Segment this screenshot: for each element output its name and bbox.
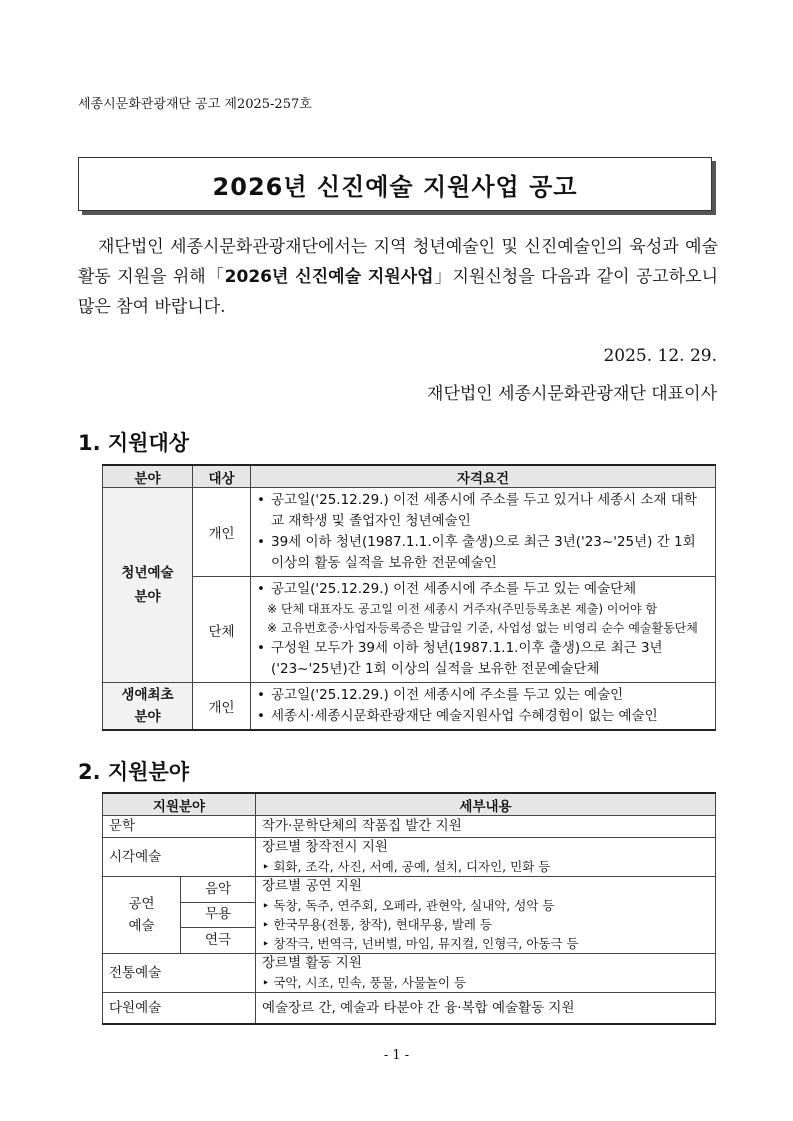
page-title: 2026년 신진예술 지원사업 공고 [78, 157, 712, 211]
target-cell: 개인 [193, 488, 251, 577]
notice-date: 2025. 12. 29. [603, 346, 717, 366]
support-fields-table [102, 792, 716, 1025]
section2-heading: 2. 지원분야 [78, 760, 190, 784]
col-header: 세부내용 [256, 793, 716, 816]
table-row [103, 838, 716, 877]
subfield-cell: 무용 [181, 902, 256, 928]
detail-cell [256, 954, 716, 993]
detail-sub: ‣ 국악, 시조, 민속, 풍물, 사물놀이 등 [262, 973, 709, 992]
detail-sub: ‣ 독창, 독주, 연주회, 오페라, 관현악, 실내악, 성악 등 [262, 896, 709, 915]
intro-text-after: 」지원신청을 다음과 같이 공고하오니 많은 참여 바랍니다. [78, 267, 718, 317]
requirements-cell [251, 577, 716, 683]
field-cell: 다원예술 [103, 993, 256, 1025]
performing-field-cell: 공연 예술 [103, 877, 181, 954]
target-cell: 개인 [193, 683, 251, 731]
detail-title: 장르별 창작전시 지원 [262, 839, 388, 855]
list-item: • 공고일('25.12.29.) 이전 세종시에 주소를 두고 있는 예술단체 [257, 579, 709, 600]
intro-text-before: 재단법인 세종시문화관광재단에서는 지역 청년예술인 및 신진예술인의 육성과 예술활동 지원을 위해「 [78, 237, 718, 287]
col-header: 지원분야 [103, 793, 256, 816]
first-time-field-cell: 생애최초 분야 [103, 683, 193, 731]
table-row [103, 488, 716, 577]
detail-sub: ‣ 회화, 조각, 사진, 서예, 공예, 설치, 디자인, 민화 등 [262, 857, 709, 876]
col-header: 분야 [103, 465, 193, 488]
page-number: - 1 - [383, 1048, 410, 1063]
section1-heading: 1. 지원대상 [78, 431, 190, 455]
table-header-row [103, 793, 716, 816]
table-header-row [103, 465, 716, 488]
youth-field-cell: 청년예술 분야 [103, 488, 193, 683]
col-header: 대상 [193, 465, 251, 488]
requirements-cell [251, 683, 716, 731]
detail-cell [256, 838, 716, 877]
list-item: • 39세 이하 청년(1987.1.1.이후 출생)으로 최근 3년('23~'25년) 간 1회 이상의 활동 실적을 보유한 전문예술인 [257, 532, 709, 574]
detail-title: 장르별 공연 지원 [262, 878, 362, 894]
subfield-cell: 연극 [181, 928, 256, 954]
detail-cell: 작가·문학단체의 작품집 발간 지원 [256, 816, 716, 838]
notice-number: 세종시문화관광재단 공고 제2025-257호 [78, 97, 312, 112]
col-header: 자격요건 [251, 465, 716, 488]
eligibility-table [102, 464, 716, 731]
list-item: • 공고일('25.12.29.) 이전 세종시에 주소를 두고 있거나 세종시 소재 대학교 재학생 및 졸업자인 청년예술인 [257, 490, 709, 532]
note-item: ※ 고유번호증·사업자등록증은 발급일 기준, 사업성 없는 비영리 순수 예술활동단체 [257, 619, 709, 638]
subfield-cell: 음악 [181, 877, 256, 903]
issuer: 재단법인 세종시문화관광재단 대표이사 [427, 384, 717, 404]
detail-title: 장르별 활동 지원 [262, 955, 362, 971]
table-row [103, 993, 716, 1025]
table-row [103, 577, 716, 683]
list-item: • 공고일('25.12.29.) 이전 세종시에 주소를 두고 있는 예술인 [257, 685, 709, 706]
list-item: • 구성원 모두가 39세 이하 청년(1987.1.1.이후 출생)으로 최근 3년('23~'25년)간 1회 이상의 실적을 보유한 전문예술단체 [257, 638, 709, 680]
table-row [103, 683, 716, 731]
detail-sub: ‣ 창작극, 번역극, 넌버벌, 마임, 뮤지컬, 인형극, 아동극 등 [262, 934, 709, 953]
table-row [103, 816, 716, 838]
intro-paragraph [78, 232, 718, 322]
field-cell: 문학 [103, 816, 256, 838]
field-cell: 전통예술 [103, 954, 256, 993]
requirements-cell [251, 488, 716, 577]
field-cell: 시각예술 [103, 838, 256, 877]
table-row [103, 954, 716, 993]
detail-sub: ‣ 한국무용(전통, 창작), 현대무용, 발레 등 [262, 915, 709, 934]
detail-cell [256, 877, 716, 954]
table-row [103, 877, 716, 903]
intro-highlight: 2026년 신진예술 지원사업 [224, 267, 434, 287]
target-cell: 단체 [193, 577, 251, 683]
note-item: ※ 단체 대표자도 공고일 이전 세종시 거주자(주민등록초본 제출) 이어야 함 [257, 600, 709, 619]
detail-cell: 예술장르 간, 예술과 타분야 간 융·복합 예술활동 지원 [256, 993, 716, 1025]
list-item: • 세종시·세종시문화관광재단 예술지원사업 수혜경험이 없는 예술인 [257, 706, 709, 727]
